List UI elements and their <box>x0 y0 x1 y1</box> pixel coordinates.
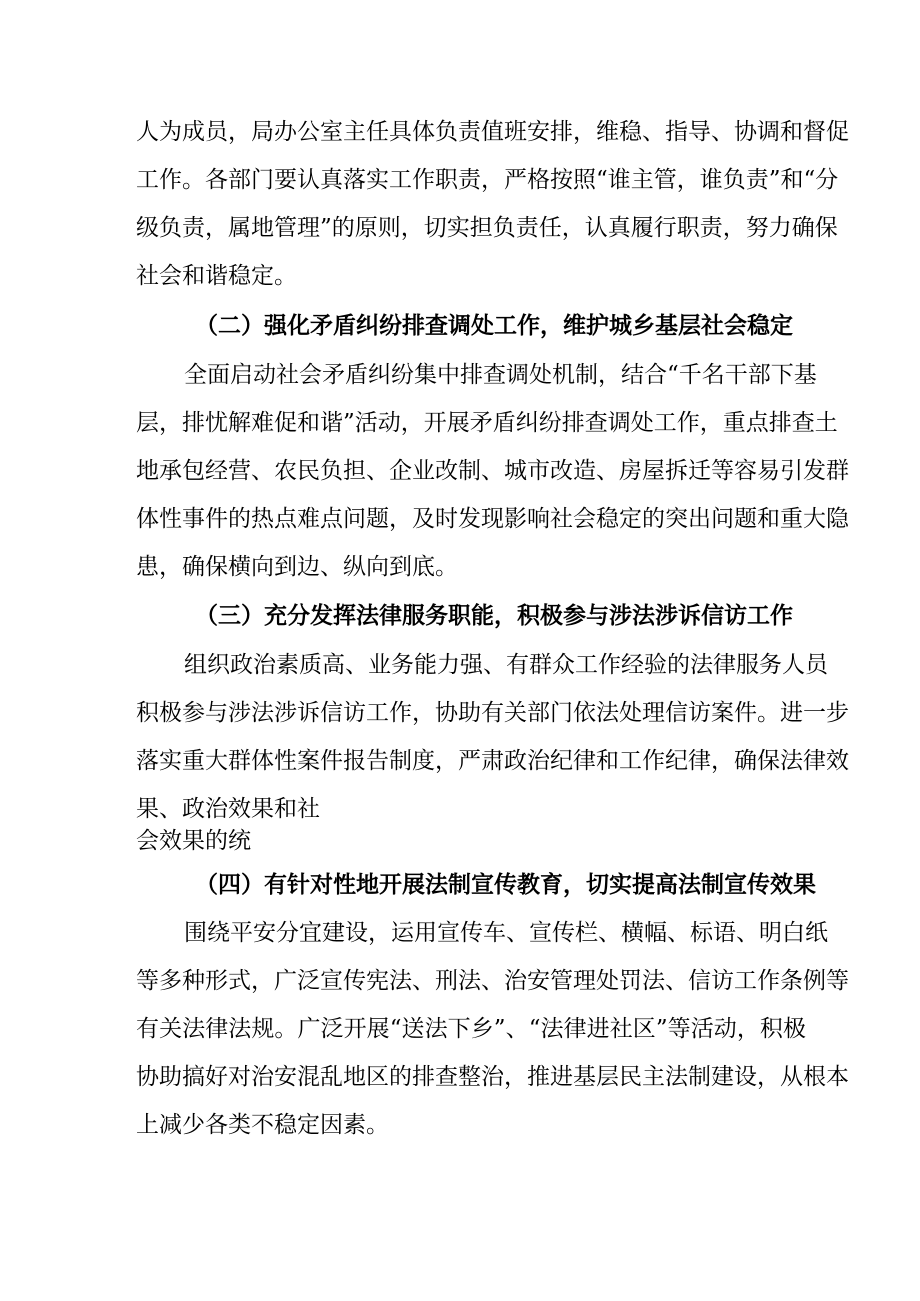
paragraph-line: 协助搞好对治安混乱地区的排查整治，推进基层民主法制建设，从根本 <box>136 1064 849 1090</box>
paragraph-line: 级负责，属地管理”的原则，切实担负责任，认真履行职责，努力确保 <box>136 215 838 241</box>
paragraph-line: 全面启动社会矛盾纠纷集中排查调处机制，结合“千名干部下基 <box>184 362 817 388</box>
paragraph-line: 组织政治素质高、业务能力强、有群众工作经验的法律服务人员 <box>184 652 828 678</box>
section-heading-2: （二）强化矛盾纠纷排查调处工作，维护城乡基层社会稳定 <box>195 312 793 339</box>
paragraph-line: 上减少各类不稳定因素。 <box>136 1112 389 1138</box>
paragraph-line: 积极参与涉法涉诉信访工作，协助有关部门依法处理信访案件。进一步 <box>136 700 849 726</box>
paragraph-line: 围绕平安分宜建设，运用宣传车、宣传栏、横幅、标语、明白纸 <box>184 920 828 946</box>
paragraph-line: 果、政治效果和社 <box>136 796 320 822</box>
paragraph-line: 地承包经营、农民负担、企业改制、城市改造、房屋拆迁等容易引发群 <box>136 458 849 484</box>
paragraph-line: 工作。各部门要认真落实工作职责，严格按照“谁主管，谁负责”和“分 <box>136 167 839 193</box>
section-heading-4: （四）有针对性地开展法制宣传教育，切实提高法制宣传效果 <box>195 871 816 898</box>
paragraph-line: 人为成员，局办公室主任具体负责值班安排，维稳、指导、协调和督促 <box>136 119 849 145</box>
paragraph-line: 等多种形式，广泛宣传宪法、刑法、治安管理处罚法、信访工作条例等 <box>136 968 849 994</box>
paragraph-line: 有关法律法规。广泛开展“送法下乡”、“法律进社区”等活动，积极 <box>136 1016 806 1042</box>
section-heading-3: （三）充分发挥法律服务职能，积极参与涉法涉诉信访工作 <box>195 602 793 629</box>
paragraph-line: 落实重大群体性案件报告制度，严肃政治纪律和工作纪律，确保法律效 <box>136 748 849 774</box>
paragraph-line: 层，排忧解难促和谐”活动，开展矛盾纠纷排查调处工作，重点排查土 <box>136 410 838 436</box>
paragraph-line: 患，确保横向到边、纵向到底。 <box>136 554 458 580</box>
paragraph-line: 会效果的统 <box>136 828 251 854</box>
paragraph-line: 体性事件的热点难点问题，及时发现影响社会稳定的突出问题和重大隐 <box>136 506 849 532</box>
paragraph-line: 社会和谐稳定。 <box>136 263 297 289</box>
